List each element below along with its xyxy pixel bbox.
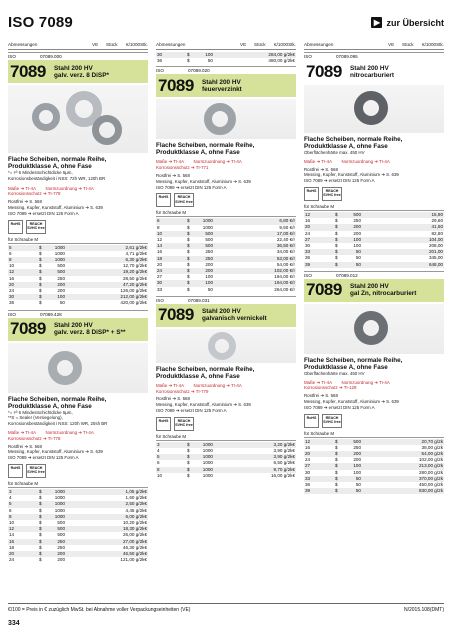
table-cell: 1000: [196, 442, 214, 448]
table-cell: 500: [57, 532, 65, 538]
table-cell: 212,00 g/2k€: [66, 294, 148, 300]
table-cell: 100: [344, 463, 362, 469]
product-block[interactable]: ISO 07089.012 7089 Stahl 200 HV gal Zn, nitrocarburiert: [304, 271, 444, 302]
table-cell: 20: [304, 224, 334, 230]
table-cell: $: [335, 457, 338, 463]
product-block[interactable]: ISO 07089.000 7089 Stahl 200 HV galv. verz. 8 DiSP*: [8, 52, 148, 83]
table-cell: $: [39, 263, 42, 269]
table-cell: 20: [8, 551, 38, 557]
table-cell: 10: [157, 472, 163, 478]
table-cell: 1000: [202, 448, 213, 454]
table-cell: 1000: [48, 245, 66, 251]
table-cell: 12: [8, 526, 38, 532]
table-cell: 1000: [48, 514, 66, 520]
table-cell: $: [38, 257, 48, 263]
table-cell: 39: [304, 262, 334, 268]
table-cell: $: [38, 551, 48, 557]
table-cell: 14: [156, 243, 186, 249]
table-cell: 22,40 €/r: [276, 237, 295, 242]
column-header: Abmessungen VE Stück €/1000Stk.: [8, 42, 148, 50]
table-cell: 82,80: [431, 230, 443, 236]
table-row: [156, 287, 296, 293]
table-cell: $: [335, 469, 338, 475]
table-cell: 200: [57, 557, 65, 563]
table-cell: 27: [304, 463, 334, 469]
product-image: [8, 85, 148, 153]
table-cell: 50: [344, 488, 362, 494]
table-cell: 250: [48, 539, 66, 545]
section-title: Flache Scheiben, normale Reihe, Produktklasse A, ohne Fase: [8, 156, 107, 170]
table-cell: 3,20 g/2k€: [214, 442, 296, 448]
table-cell: 30: [305, 469, 311, 475]
table-cell: 30: [156, 280, 186, 286]
table-cell: 1000: [54, 507, 65, 513]
table-cell: 50: [344, 476, 362, 482]
table-cell: 3,90 g/2k€: [273, 448, 295, 454]
column-3: Abmessungen VE Stück €/1000Stk. ISO 07089.095 7089 Stahl 200 HV nitrocarburiert Flache Scheiben, normale Reihe, Produktklasse A, ohne Fase Oberflächenhärte max. 450 HV Maße ➔ TI-4A Normzuordnung ➔ TI-4A Rostfrei ➔ S. 568 Messing, Kupfer, Kunststoff, Aluminium ➔ S. 639 ISO 7089 ➔ ersetzt DIN 125 Form A RoHS REACH SVHC free für Schraube M 12 $ 500 15,90 16 $ 250 29,60 20 $ 200 41,50 24 $ 200 82,80 27 $ 100 104,00 30 $ 100 208,00 33 $ 50 201,00 36 $ 50 345,00 39 $ 50 648,00 ISO 07089.012 7089 Stahl 200 HV gal Zn, nitrocarburiert Flache Scheiben, normale Reihe, Produktklasse A, ohne Fase Oberflächenhärte max. 450 HV Maße ➔ TI-4A Normzuordnung ➔ TI-4A Korrosionsschutz ➔ TI-128 Rostfrei ➔ S. 568 Messing, Kupfer, Kunststoff, Aluminium ➔ S. 639 ISO 7089 ➔ ersetzt DIN 125 Form A RoHS REACH SVHC free für Schraube M 12 $ 500 20,70 g/2k 16 $ 250 38,00 g/2k 20 $ 200 54,00 g/2k 24 $ 200 102,00 g/2k 27 $ 100 213,00 g/2k 30 $ 100 280,00 g/2k 33 $ 50 370,00 g/2k 36 $ 50 450,00 g/2k 39 $ 50 830,00 g/2k: [304, 42, 444, 494]
table-cell: 4: [157, 448, 160, 454]
table-cell: $: [187, 286, 190, 292]
product-block[interactable]: ISO 07089.428 7089 Stahl 200 HV galv. verz. 8 DiSP* + S**: [8, 310, 148, 341]
table-cell: $: [335, 255, 338, 261]
table-cell: 46,30 g/2k€: [122, 544, 147, 550]
table-cell: 17,00 €/r: [214, 231, 296, 237]
table-cell: 200: [344, 451, 362, 457]
table-cell: 1000: [48, 489, 66, 495]
table-cell: 54,00 g/2k: [362, 451, 444, 457]
table-cell: 18: [156, 256, 186, 262]
table-cell: $: [335, 482, 338, 488]
rohs-badge: RoHS: [8, 220, 23, 234]
table-cell: $: [334, 451, 344, 457]
product-block[interactable]: ISO 07089.020 7089 Stahl 200 HV feuerverzinkt: [156, 66, 296, 97]
product-block[interactable]: ISO 07089.031 7089 Stahl 200 HV galvanisch vernickelt: [156, 296, 296, 327]
table-cell: 33: [157, 286, 163, 292]
page-title: ISO 7089: [8, 14, 73, 31]
table-cell: $: [335, 243, 338, 248]
table-cell: 102,00 g/2k: [418, 457, 443, 463]
product-image: [304, 85, 444, 133]
table-cell: $: [38, 294, 48, 300]
table-cell: $: [334, 463, 344, 469]
page-number: 334: [8, 620, 20, 627]
table-cell: 250: [205, 249, 213, 255]
table-cell: $: [38, 539, 48, 545]
product-block[interactable]: ISO 07089.095 7089 Stahl 200 HV nitrocarburiert: [304, 52, 444, 83]
table-cell: 30: [305, 243, 311, 248]
overview-label: zur Übersicht: [386, 17, 444, 28]
table-cell: 500: [205, 237, 213, 242]
table-cell: 2,50 g/2k€: [66, 501, 148, 507]
price-table: [8, 245, 148, 307]
table-cell: $: [187, 58, 190, 64]
table-cell: $: [39, 532, 42, 538]
table-cell: $: [39, 250, 42, 256]
table-cell: 18,30 g/2k€: [66, 526, 148, 532]
table-cell: 345,00: [428, 255, 443, 261]
product-image: [8, 343, 148, 393]
table-cell: 50: [344, 249, 362, 255]
table-cell: 18: [9, 544, 15, 550]
table-cell: 200: [205, 261, 213, 267]
table-cell: $: [38, 489, 48, 495]
table-cell: $: [335, 218, 338, 224]
table-cell: 12: [157, 237, 163, 242]
table-cell: 194,00 €/r: [214, 280, 296, 286]
table-cell: 8: [157, 224, 160, 230]
table-cell: 500: [57, 263, 65, 269]
table-cell: 41,50: [362, 224, 444, 230]
table-cell: 2,61 g/2k€: [66, 245, 148, 251]
table-cell: 27,00 g/2k€: [66, 539, 148, 545]
table-row: [304, 262, 444, 268]
table-cell: 9,70 g/2k€: [214, 467, 296, 473]
table-cell: 102,00 €/r: [214, 268, 296, 274]
table-cell: 4: [9, 495, 12, 501]
table-cell: 16: [305, 444, 311, 450]
table-cell: 15,90: [362, 212, 444, 218]
table-cell: 20,70 g/2k: [362, 439, 444, 445]
price-table: [156, 218, 296, 292]
table-cell: 280,00 g/2k: [418, 469, 443, 475]
table-cell: 34,00 €/r: [276, 249, 295, 255]
table-cell: $: [334, 224, 344, 230]
table-cell: 250: [57, 275, 65, 281]
table-cell: 26,00 g/2k€: [122, 532, 147, 538]
table-cell: 3: [156, 442, 186, 448]
table-cell: $: [334, 476, 344, 482]
table-cell: 284,00 g/2k€: [214, 52, 296, 58]
table-cell: 20: [8, 282, 38, 288]
table-cell: 54,00 €/r: [276, 261, 295, 267]
table-cell: 1000: [196, 454, 214, 460]
reach-badge: REACH SVHC free: [26, 220, 46, 234]
table-cell: 14: [9, 532, 15, 538]
table-cell: 20: [157, 261, 163, 267]
table-cell: 5: [8, 501, 38, 507]
overview-link[interactable]: [371, 17, 444, 28]
table-cell: $: [186, 268, 196, 274]
table-cell: 4,45 g/2k€: [125, 507, 147, 513]
table-row: [8, 300, 148, 306]
table-cell: 104,00: [362, 237, 444, 243]
table-cell: 200: [196, 268, 214, 274]
product-image: [156, 329, 296, 363]
table-cell: 16,00 g/2k€: [270, 472, 295, 478]
table-cell: 100: [48, 294, 66, 300]
table-cell: 5: [8, 245, 38, 251]
table-cell: 1,05 g/2k€: [66, 489, 148, 495]
table-cell: 100: [196, 52, 214, 58]
table-cell: 38,00 g/2k: [421, 444, 443, 450]
table-cell: 500: [57, 520, 65, 525]
table-cell: 6,00 g/2k€: [66, 514, 148, 520]
table-cell: 194,00 €/r: [274, 274, 295, 280]
table-cell: 8: [156, 467, 186, 473]
table-cell: 10: [156, 231, 186, 237]
table-cell: 1000: [196, 467, 214, 473]
table-cell: $: [187, 472, 190, 478]
table-cell: 8: [8, 257, 38, 263]
table-cell: $: [186, 243, 196, 249]
table-cell: 53,00 €/r: [214, 256, 296, 262]
table-row: [8, 557, 148, 563]
table-cell: $: [334, 237, 344, 243]
table-cell: 200: [57, 288, 65, 293]
table-cell: 500: [196, 243, 214, 249]
table-cell: 50: [207, 58, 213, 64]
table-cell: 46,50 g/2k€: [66, 551, 148, 557]
table-cell: $: [39, 544, 42, 550]
table-cell: $: [39, 275, 42, 281]
table-cell: 6,50 g/2k€: [273, 460, 295, 466]
table-cell: 8: [8, 514, 38, 520]
table-cell: 500: [48, 526, 66, 532]
table-cell: 1,60 g/2k€: [125, 495, 147, 501]
table-cell: 16: [9, 275, 15, 281]
table-cell: 1000: [48, 501, 66, 507]
table-cell: 480,00 g/2k€: [268, 58, 295, 64]
price-table: [156, 52, 296, 64]
table-cell: 3,90 g/2k€: [214, 454, 296, 460]
table-cell: 33: [304, 249, 334, 255]
table-cell: $: [334, 439, 344, 445]
page-footer: €/100 = Preis in € zuzüglich MwSt. bei Abnahme voller Verpackungseinheiten (VE) N/2015.108(DMT): [8, 603, 444, 613]
table-cell: 6: [9, 250, 12, 256]
table-cell: 24: [305, 457, 311, 463]
table-cell: 50: [344, 262, 362, 268]
table-cell: $: [39, 288, 42, 293]
table-cell: 16: [8, 539, 38, 545]
table-cell: 28,50 g/2k€: [122, 275, 147, 281]
table-cell: 12,70 g/2k€: [122, 263, 147, 269]
table-cell: $: [39, 495, 42, 501]
column-2: Abmessungen VE Stück €/1000Stk. 30 $ 100 284,00 g/2k€ 36 $ 50 480,00 g/2k€ ISO 07089.020 7089 Stahl 200 HV feuerverzinkt Flache Scheiben, normale Reihe, Produktklasse A, ohne Fase Maße ➔ TI-4A Normzuordnung ➔ TI-4A Korrosionsschutz ➔ TI-771 Rostfrei ➔ S. 568 Messing, Kupfer, Kunststoff, Aluminium ➔ S. 639 ISO 7089 ➔ ersetzt DIN 125 Form A RoHS REACH SVHC free für Schraube M 6 $ 1000 6,80 €/r 8 $ 1000 9,50 €/r 10 $ 500 17,00 €/r 12 $ 500 22,40 €/r 14 $ 500 36,50 €/r 16 $ 250 34,00 €/r 18 $ 250 53,00 €/r 20 $ 200 54,00 €/r 24 $ 200 102,00 €/r 27 $ 100 194,00 €/r 30 $ 100 194,00 €/r 33 $ 50 264,00 €/r ISO 07089.031 7089 Stahl 200 HV galvanisch vernickelt Flache Scheiben, normale Reihe, Produktklasse A, ohne Fase Maße ➔ TI-4A Normzuordnung ➔ TI-4A Korrosionsschutz ➔ TI-779 Rostfrei ➔ S. 568 Messing, Kupfer, Kunststoff, Aluminium ➔ S. 639 ISO 7089 ➔ ersetzt DIN 125 Form A RoHS REACH SVHC free für Schraube M 3 $ 1000 3,20 g/2k€ 4 $ 1000 3,90 g/2k€ 5 $ 1000 3,90 g/2k€ 6 $ 1000 6,50 g/2k€ 8 $ 1000 9,70 g/2k€ 10 $ 1000 16,00 g/2k€: [156, 42, 296, 478]
table-cell: 10: [9, 263, 15, 269]
table-cell: 20: [304, 451, 334, 457]
table-cell: $: [39, 520, 42, 525]
product-image: [156, 99, 296, 139]
table-cell: 500: [344, 439, 362, 445]
table-cell: 200: [353, 230, 361, 236]
table-row: [304, 488, 444, 494]
table-cell: 370,00 g/2k: [362, 476, 444, 482]
table-cell: 648,00: [362, 262, 444, 268]
table-cell: 200: [353, 457, 361, 463]
table-cell: 27: [157, 274, 163, 280]
table-cell: $: [187, 261, 190, 267]
price-table: [304, 439, 444, 495]
table-cell: 36: [305, 482, 311, 488]
table-cell: 3: [8, 489, 38, 495]
table-cell: $: [335, 230, 338, 236]
table-cell: $: [186, 231, 196, 237]
table-cell: 36,50 €/r: [214, 243, 296, 249]
table-cell: 250: [353, 218, 361, 224]
table-cell: 6,80 €/r: [214, 218, 296, 224]
table-cell: 24: [156, 268, 186, 274]
table-cell: 250: [57, 544, 65, 550]
table-cell: 201,00: [362, 249, 444, 255]
table-cell: 450,00 g/2k: [418, 482, 443, 488]
table-cell: 830,00 g/2k: [362, 488, 444, 494]
table-cell: 250: [353, 444, 361, 450]
table-cell: 50: [355, 255, 361, 261]
table-cell: 33: [304, 476, 334, 482]
table-cell: 6: [156, 218, 186, 224]
table-cell: $: [186, 442, 196, 448]
table-cell: $: [334, 249, 344, 255]
table-cell: 16: [157, 249, 163, 255]
table-cell: $: [334, 262, 344, 268]
price-table: [156, 442, 296, 479]
table-cell: $: [186, 280, 196, 286]
table-cell: 100: [353, 469, 361, 475]
table-cell: 24: [305, 230, 311, 236]
table-cell: 121,00 g/2k€: [120, 557, 147, 563]
table-cell: $: [186, 218, 196, 224]
table-cell: 47,20 g/2k€: [66, 282, 148, 288]
table-cell: $: [39, 300, 42, 306]
product-image: [304, 304, 444, 354]
table-cell: 1000: [196, 218, 214, 224]
table-cell: 36: [157, 58, 163, 64]
table-cell: 1000: [54, 250, 65, 256]
price-table: [304, 212, 444, 268]
table-cell: 208,00: [428, 243, 443, 248]
table-cell: $: [187, 460, 190, 466]
page-header: [8, 14, 444, 34]
table-cell: 264,00 €/r: [274, 286, 295, 292]
table-cell: 250: [196, 256, 214, 262]
table-cell: 100: [353, 243, 361, 248]
table-cell: 50: [355, 482, 361, 488]
table-cell: $: [38, 269, 48, 275]
table-cell: 16: [305, 218, 311, 224]
table-cell: 50: [207, 286, 213, 292]
table-cell: 30: [8, 294, 38, 300]
table-cell: 6,30 g/2k€: [66, 257, 148, 263]
table-cell: 36: [305, 255, 311, 261]
table-cell: 1000: [202, 224, 213, 230]
column-1: Abmessungen VE Stück €/1000Stk. ISO 07089.000 7089 Stahl 200 HV galv. verz. 8 DiSP* Flache Scheiben, normale Reihe, Produktklasse A, ohne Fase *= ¹⁄⁰ 6 Mindestschichtdicke 5µm, Korrosionsbeständigkeit i NSS: 72h WR, 120h BR Maße ➔ TI-4A Normzuordnung ➔ TI-4A Korrosionsschutz ➔ TI-778 Rostfrei ➔ S. 568 Messing, Kupfer, Kunststoff, Aluminium ➔ S. 639 ISO 7089 ➔ ersetzt DIN 125 Form A RoHS REACH SVHC free für Schraube M 5 $ 1000 2,61 g/2k€ 6 $ 1000 4,71 g/2k€ 8 $ 1000 6,30 g/2k€ 10 $ 500 12,70 g/2k€ 12 $ 500 19,20 g/2k€ 16 $ 250 28,50 g/2k€ 20 $ 200 47,20 g/2k€ 24 $ 200 126,00 g/2k€ 30 $ 100 212,00 g/2k€ 36 $ 50 420,00 g/2k€ ISO 07089.428 7089 Stahl 200 HV galv. verz. 8 DiSP* + S** Flache Scheiben, normale Reihe, Produktklasse A, ohne Fase *= ¹⁄⁰ 6 Mindestschichtdicke 5µm, **S = Sealer (Versiegelung), Korrosionsbeständigkeit i NSS: 120h WR, 20sh BR Maße ➔ TI-4A Normzuordnung ➔ TI-4A Korrosionsschutz ➔ TI-778 Rostfrei ➔ S. 568 Messing, Kupfer, Kunststoff, Aluminium ➔ S. 639 ISO 7089 ➔ ersetzt DIN 125 Form A RoHS REACH SVHC free für Schraube M 3 $ 1000 1,05 g/2k€ 4 $ 1000 1,60 g/2k€ 5 $ 1000 2,50 g/2k€ 6 $ 1000 4,45 g/2k€ 8 $ 1000 6,00 g/2k€ 10 $ 500 10,20 g/2k€ 12 $ 500 18,30 g/2k€ 14 $ 500 26,00 g/2k€ 16 $ 250 27,00 g/2k€ 18 $ 250 46,30 g/2k€ 20 $ 200 46,50 g/2k€ 24 $ 200 121,00 g/2k€: [8, 42, 148, 563]
table-cell: 1000: [48, 257, 66, 263]
table-cell: 100: [196, 280, 214, 286]
table-cell: $: [187, 237, 190, 242]
table-cell: 19,20 g/2k€: [66, 269, 148, 275]
product-banner: 7089 Stahl 200 HV galv. verz. 8 DiSP*: [8, 60, 148, 83]
table-cell: $: [39, 557, 42, 563]
table-cell: 500: [344, 212, 362, 218]
table-cell: 1000: [202, 460, 213, 466]
table-cell: $: [187, 448, 190, 454]
table-cell: 200: [344, 224, 362, 230]
table-cell: $: [39, 507, 42, 513]
table-cell: 30: [156, 52, 186, 58]
table-cell: 1000: [202, 472, 213, 478]
table-cell: 213,00 g/2k: [362, 463, 444, 469]
table-cell: 200: [48, 282, 66, 288]
table-cell: 9,50 €/r: [279, 224, 295, 230]
table-cell: $: [38, 501, 48, 507]
table-cell: 4,71 g/2k€: [125, 250, 147, 256]
table-cell: 6: [9, 507, 12, 513]
table-cell: 6: [157, 460, 160, 466]
table-cell: $: [38, 245, 48, 251]
table-row: [156, 473, 296, 479]
table-cell: $: [187, 249, 190, 255]
table-cell: $: [186, 454, 196, 460]
table-cell: 500: [48, 269, 66, 275]
table-cell: 24: [9, 288, 15, 293]
table-cell: $: [186, 256, 196, 262]
table-cell: 24: [9, 557, 15, 563]
forward-arrow-icon: ▶: [371, 17, 382, 28]
table-cell: 1000: [54, 495, 65, 501]
table-cell: 12: [8, 269, 38, 275]
table-cell: $: [38, 526, 48, 532]
price-table: [8, 489, 148, 563]
table-cell: $: [334, 212, 344, 218]
table-cell: $: [186, 52, 196, 58]
table-cell: 50: [59, 300, 65, 306]
table-cell: 420,00 g/2k€: [120, 300, 147, 306]
table-cell: $: [186, 467, 196, 473]
table-cell: 39: [304, 488, 334, 494]
table-cell: $: [335, 444, 338, 450]
table-row: [156, 58, 296, 64]
table-cell: 5: [156, 454, 186, 460]
table-cell: 10,20 g/2k€: [122, 520, 147, 525]
table-cell: 200: [48, 551, 66, 557]
table-cell: 100: [205, 274, 213, 280]
table-cell: 27: [304, 237, 334, 243]
table-cell: 10: [9, 520, 15, 525]
table-cell: 12: [304, 439, 334, 445]
table-cell: $: [38, 514, 48, 520]
table-cell: $: [187, 224, 190, 230]
table-cell: 36: [9, 300, 15, 306]
table-cell: $: [334, 488, 344, 494]
table-cell: 100: [344, 237, 362, 243]
table-cell: 126,00 g/2k€: [120, 288, 147, 293]
product-banner: 7089 Stahl 200 HV galv. verz. 8 DiSP* + S**: [8, 318, 148, 341]
table-cell: $: [38, 282, 48, 288]
table-cell: 12: [304, 212, 334, 218]
table-cell: 29,60: [431, 218, 443, 224]
table-cell: $: [187, 274, 190, 280]
table-cell: 500: [196, 231, 214, 237]
